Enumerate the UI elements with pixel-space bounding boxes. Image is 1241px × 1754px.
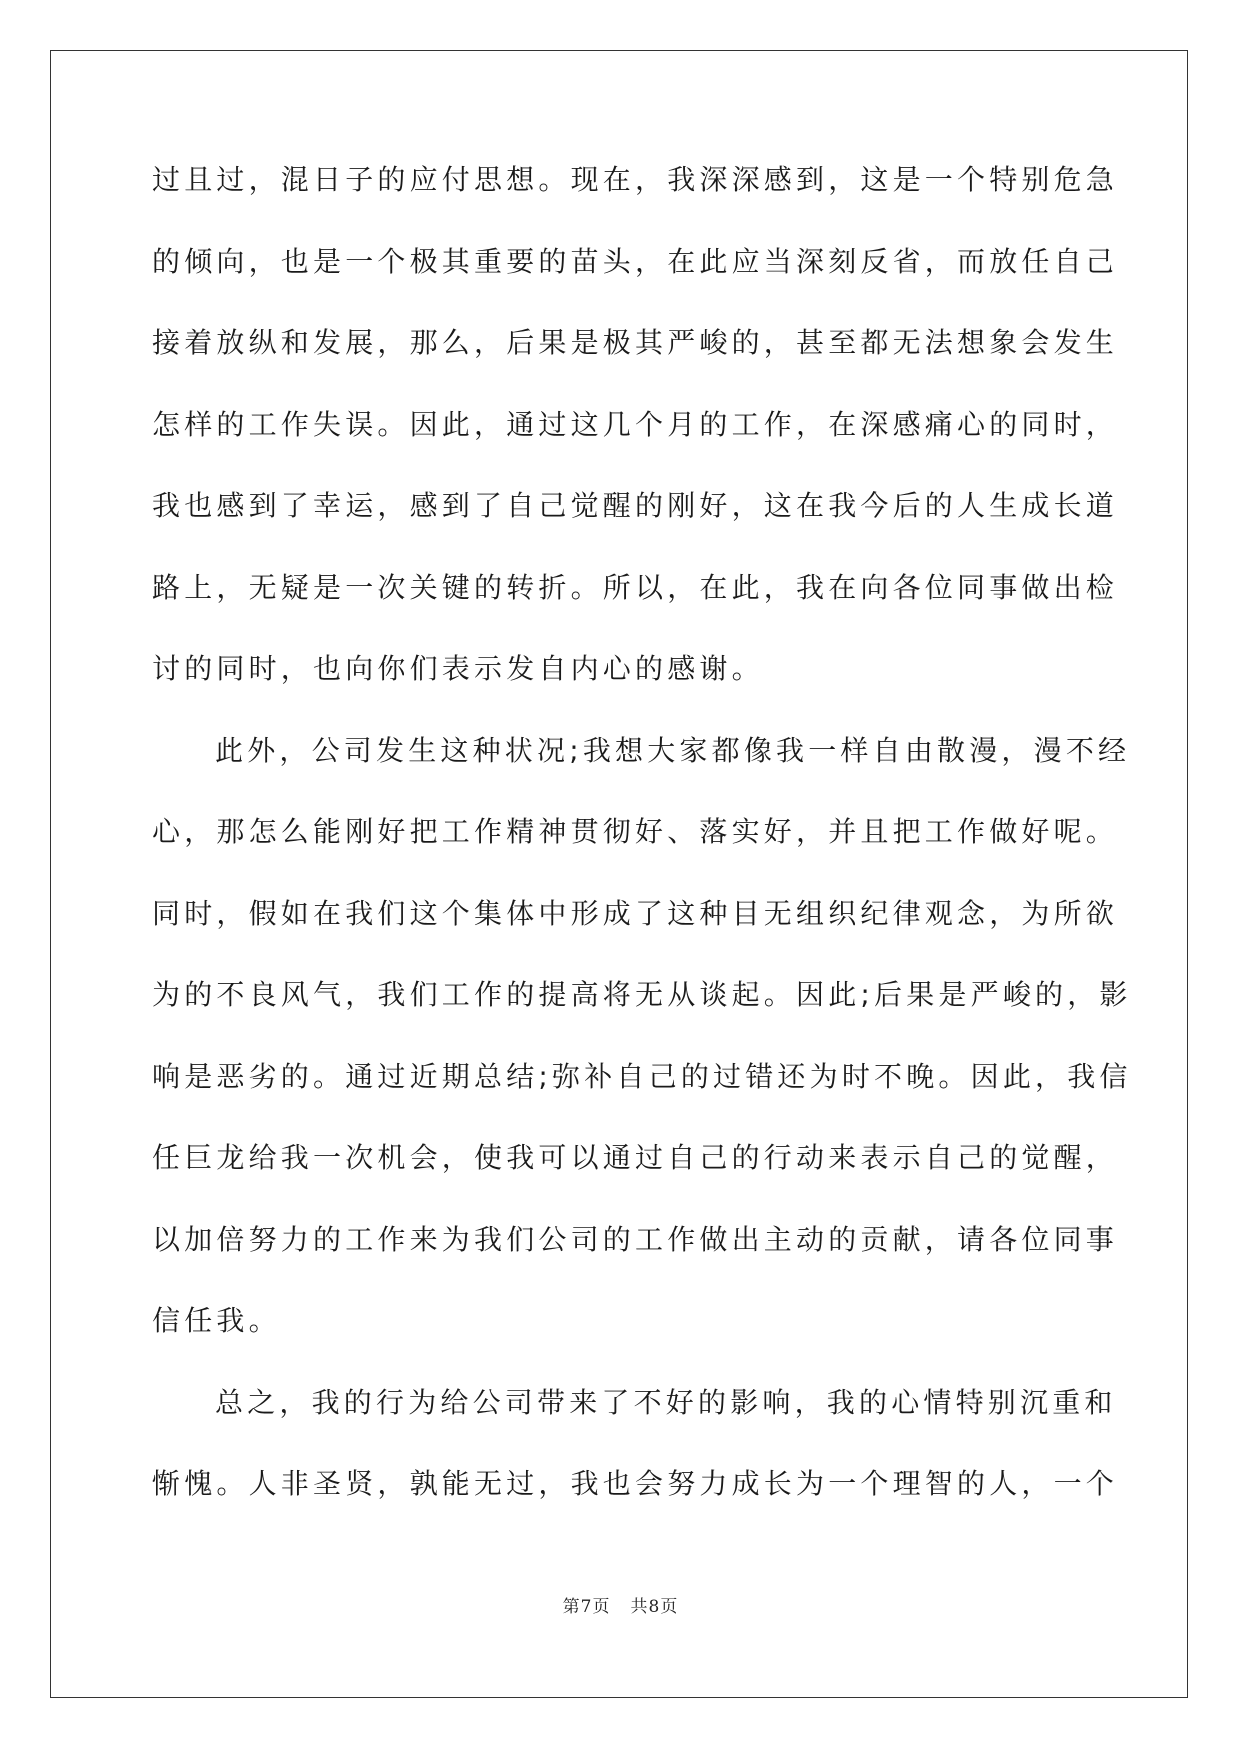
text-line: 怎样的工作失误。因此，通过这几个月的工作，在深感痛心的同时，: [152, 407, 1119, 441]
text-line: 路上，无疑是一次关键的转折。所以，在此，我在向各位同事做出检: [152, 570, 1119, 604]
text-line: 信任我。: [152, 1304, 281, 1337]
text-line: 此外，公司发生这种状况;我想大家都像我一样自由散漫，漫不经: [215, 733, 1131, 767]
document-body: [152, 160, 1132, 1546]
page-footer: [0, 1592, 1241, 1617]
text-line: 过且过，混日子的应付思想。现在，我深深感到，这是一个特别危急: [152, 163, 1119, 196]
text-line: 接着放纵和发展，那么，后果是极其严峻的，甚至都无法想象会发生: [152, 326, 1119, 359]
text-line: 讨的同时，也向你们表示发自内心的感谢。: [152, 652, 764, 685]
text-line: 心，那怎么能刚好把工作精神贯彻好、落实好，并且把工作做好呢。: [152, 815, 1119, 848]
text-line: 任巨龙给我一次机会，使我可以通过自己的行动来表示自己的觉醒，: [152, 1141, 1119, 1174]
page-total: 共8页: [630, 1597, 679, 1617]
page-number: 第7页: [562, 1597, 611, 1617]
text-line: 我也感到了幸运，感到了自己觉醒的刚好，这在我今后的人生成长道: [152, 489, 1119, 522]
text-line: 总之，我的行为给公司带来了不好的影响，我的心情特别沉重和: [215, 1385, 1117, 1419]
text-line: 以加倍努力的工作来为我们公司的工作做出主动的贡献，请各位同事: [152, 1222, 1119, 1256]
text-line: 响是恶劣的。通过近期总结;弥补自己的过错还为时不晚。因此，我信: [152, 1059, 1132, 1093]
text-line: 惭愧。人非圣贤，孰能无过，我也会努力成长为一个理智的人，一个: [152, 1467, 1119, 1500]
text-line: 同时，假如在我们这个集体中形成了这种目无组织纪律观念，为所欲: [152, 896, 1119, 930]
text-line: 的倾向，也是一个极其重要的苗头，在此应当深刻反省，而放任自己: [152, 244, 1119, 278]
text-line: 为的不良风气，我们工作的提高将无从谈起。因此;后果是严峻的，影: [152, 978, 1132, 1011]
